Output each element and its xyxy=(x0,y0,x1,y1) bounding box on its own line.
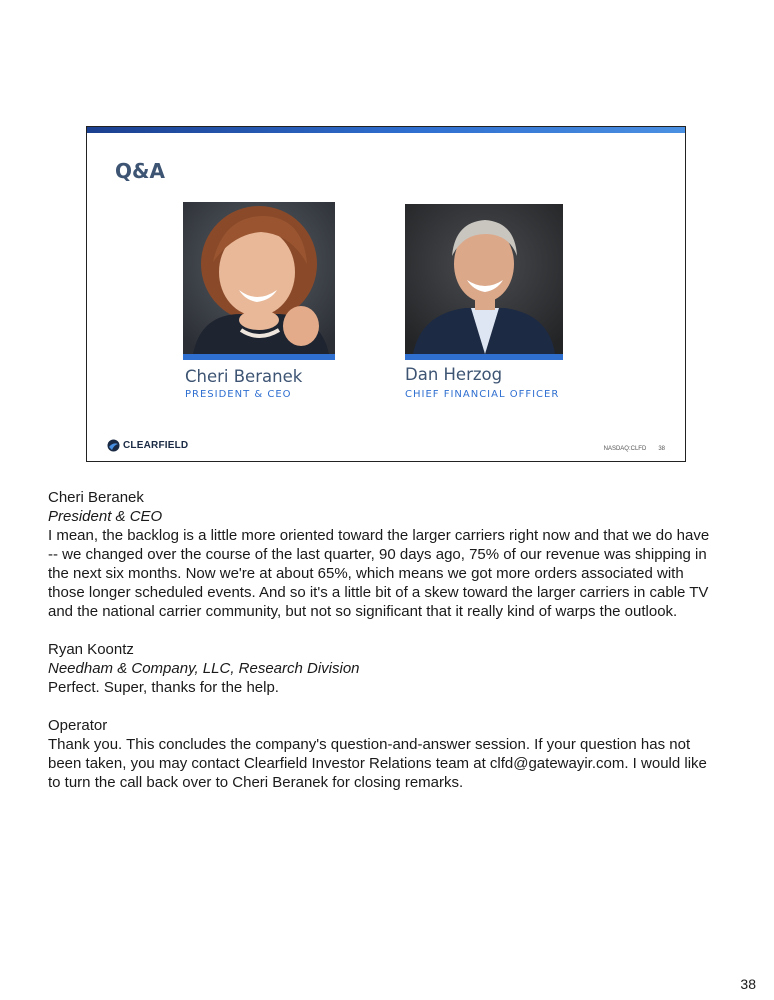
transcript-block xyxy=(48,716,718,792)
speaker-affiliation: President & CEO xyxy=(48,508,163,525)
footer-slide-number: 38 xyxy=(658,446,665,452)
page-number: 38 xyxy=(740,976,756,992)
speech-text: Perfect. Super, thanks for the help. xyxy=(48,679,279,696)
speech-text: Thank you. This concludes the company's question-and-answer session. If your question has not been taken, you may contact Clearfield Investor Relations team at clfd@gatewayir.com. I would like to turn the call back over to Cheri Beranek for closing remarks. xyxy=(48,736,707,791)
transcript-block xyxy=(48,640,718,697)
slide-footer xyxy=(604,446,665,452)
speaker-name: Ryan Koontz xyxy=(48,641,134,658)
slide-title: Q&A xyxy=(115,159,165,183)
presentation-slide xyxy=(86,126,686,462)
speaker-affiliation: Needham & Company, LLC, Research Division xyxy=(48,660,360,677)
transcript xyxy=(48,488,718,811)
transcript-block xyxy=(48,488,718,621)
speaker-name: Cheri Beranek xyxy=(48,489,144,506)
person-role-cheri: PRESIDENT & CEO xyxy=(185,389,292,400)
speech-text: I mean, the backlog is a little more oriented toward the larger carriers right now and that we do have -- we changed over the course of the last quarter, 90 days ago, 75% of our revenue was shipping in the next six months. Now we're at about 65%, which means we got more orders associated with those longer scheduled events. And so it's a little bit of a skew toward the larger carriers in cable TV and the national carrier community, but not so significant that it really kind of warps the outlook. xyxy=(48,527,710,620)
speaker-name: Operator xyxy=(48,717,108,734)
photo-cheri-beranek xyxy=(183,202,335,360)
logo-text: CLEARFIELD xyxy=(123,440,189,451)
photo-dan-herzog xyxy=(405,204,563,360)
person-name-dan: Dan Herzog xyxy=(405,365,503,384)
photo-accent-strip xyxy=(405,354,563,360)
clearfield-logo xyxy=(107,439,188,452)
photo-accent-strip xyxy=(183,354,335,360)
portrait-image xyxy=(183,202,335,354)
person-name-cheri: Cheri Beranek xyxy=(185,367,303,386)
person-role-dan: CHIEF FINANCIAL OFFICER xyxy=(405,389,560,400)
footer-ticker: NASDAQ:CLFD xyxy=(603,446,647,452)
slide-header-bar xyxy=(87,127,685,133)
clearfield-logo-icon xyxy=(107,439,120,452)
portrait-image xyxy=(405,204,563,354)
